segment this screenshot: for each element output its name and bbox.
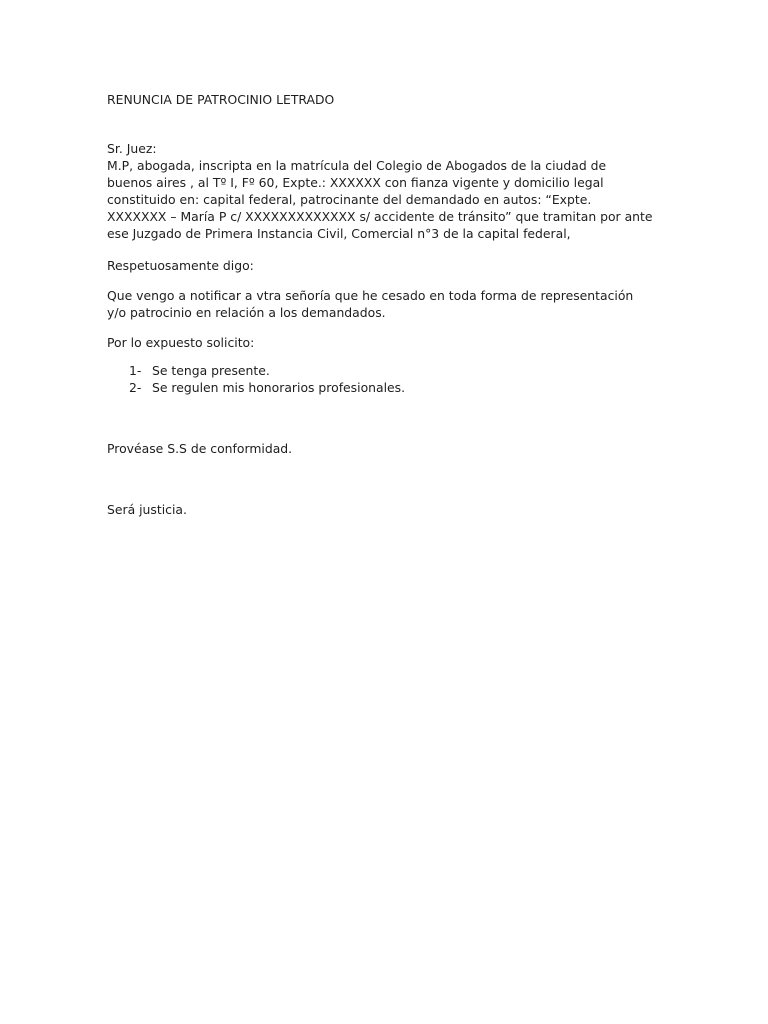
request-intro (107, 334, 707, 351)
notice-line: Que vengo a notificar a vtra señoría que he cesado en toda forma de representación (107, 288, 634, 303)
closing-paragraph (107, 501, 707, 518)
closing-text: Será justicia. (107, 502, 187, 517)
provide-paragraph (107, 440, 707, 457)
salutation-text: Sr. Juez: (107, 141, 157, 156)
request-number: 2- (129, 380, 142, 395)
respectfully-text: Respetuosamente digo: (107, 258, 254, 273)
intro-paragraph (107, 157, 707, 242)
intro-line: XXXXXXX – María P c/ XXXXXXXXXXXXX s/ accidente de tránsito” que tramitan por ante (107, 209, 653, 224)
intro-line: constituido en: capital federal, patrocinante del demandado en autos: “Expte. (107, 192, 592, 207)
request-item (129, 362, 629, 379)
request-intro-text: Por lo expuesto solicito: (107, 335, 255, 350)
document-title: RENUNCIA DE PATROCINIO LETRADO (107, 92, 335, 107)
salutation (107, 140, 707, 157)
notice-line: y/o patrocinio en relación a los demandados. (107, 305, 386, 320)
intro-line: M.P, abogada, inscripta en la matrícula del Colegio de Abogados de la ciudad de (107, 158, 607, 173)
request-text: Se tenga presente. (152, 363, 270, 378)
request-item (129, 379, 629, 396)
notice-paragraph (107, 287, 707, 321)
provide-text: Provéase S.S de conformidad. (107, 441, 293, 456)
intro-line: ese Juzgado de Primera Instancia Civil, Comercial n°3 de la capital federal, (107, 226, 571, 241)
request-text: Se regulen mis honorarios profesionales. (152, 380, 406, 395)
respectfully-paragraph (107, 257, 707, 274)
request-list (129, 362, 629, 396)
intro-line: buenos aires , al Tº I, Fº 60, Expte.: XXXXXX con fianza vigente y domicilio legal (107, 175, 604, 190)
request-number: 1- (129, 363, 142, 378)
